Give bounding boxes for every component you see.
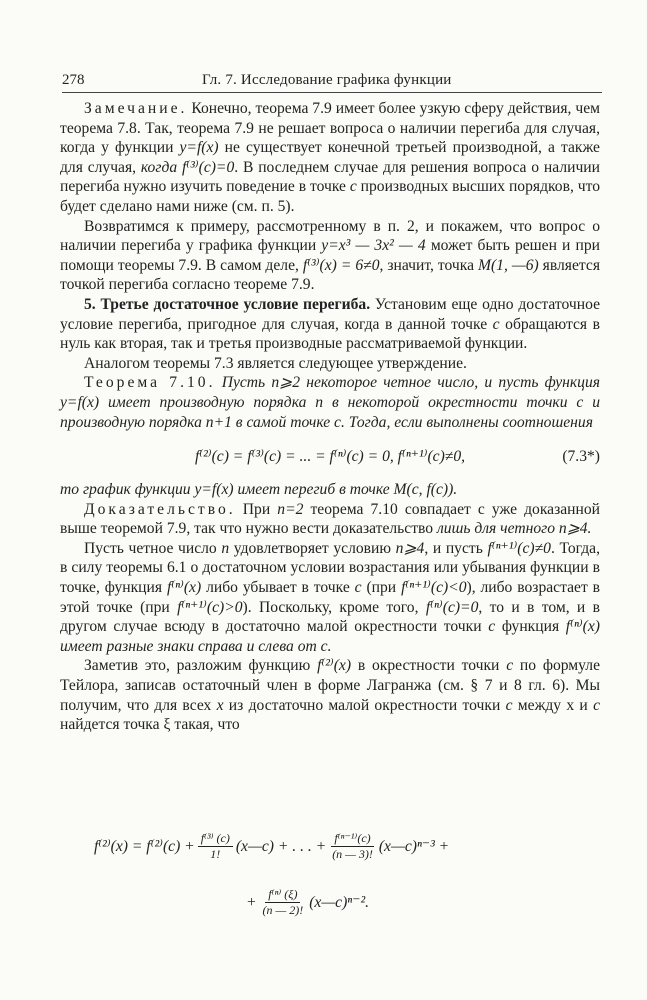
remark-label: Замечание. — [84, 100, 188, 117]
taylor-formula-line-2: + $\frac{\text{f⁽ⁿ⁾ (ξ)}}{(n — 2)!}$ (x—c)ⁿ⁻². — [246, 887, 370, 917]
page-number: 278 — [62, 72, 85, 88]
chapter-title: Гл. 7. Исследование графика функции — [202, 72, 452, 88]
fraction: $\frac{\text{f⁽³⁾ (c)}}{1!}$ — [198, 831, 233, 862]
running-header — [62, 72, 602, 93]
fraction: $\frac{\text{f⁽ⁿ⁾ (ξ)}}{(n — 2)!}$ — [262, 887, 304, 917]
function-expression: y=x³ — 3x² — 4 — [321, 237, 426, 255]
section-heading: 5. Третье достаточное условие перегиба. — [84, 295, 371, 313]
point-expression: M(1, —6) — [477, 256, 539, 274]
page-body — [60, 99, 600, 735]
fraction: $\frac{\text{f⁽ⁿ⁻¹⁾(c)}}{(n — 3)!}$ — [332, 831, 373, 861]
taylor-lhs: f⁽²⁾(x) = f⁽²⁾(c) + — [94, 838, 195, 855]
function-expression: y=f(x) — [179, 139, 219, 157]
taylor-formula-line-1: f⁽²⁾(x) = f⁽²⁾(c) + $\frac{\text{f⁽³⁾ (c)}}{1!}$ (x—c) + . . . + $\frac{\text{f⁽ⁿ⁻¹⁾(c)}}{(n — 3)!}$ (x—c)ⁿ⁻³ + — [94, 831, 450, 861]
even-n-paragraph: Пусть четное число n удовлетворяет условию n⩾4, и пусть f⁽ⁿ⁺¹⁾(c)≠0. Тогда, в силу теоремы 6.1 о достаточном условии возрастания или убывания функции в точке, функция f⁽ⁿ⁾(x) либо убывает в точке c (при f⁽ⁿ⁺¹⁾(c)<0), либо возрастает в этой точке (при f⁽ⁿ⁺¹⁾(c)>0). Поскольку, кроме того, f⁽ⁿ⁾(c)=0, то и в том, и в другом случае всюду в достаточно малой окрестности точки c функция f⁽ⁿ⁾(x) имеет разные знаки справа и слева от c. — [60, 539, 601, 655]
theorem-label: Теорема 7.10. — [84, 374, 216, 392]
theorem-paragraph — [60, 373, 600, 432]
condition-expression: f⁽³⁾(c)=0 — [177, 158, 235, 176]
proof-paragraph: Доказательство. При n=2 теорема 7.10 совпадает с уже доказанной выше теоремой 7.9, так что нужно вести доказательство лишь для четного n⩾4. — [60, 500, 600, 538]
remark-paragraph: Замечание. Конечно, теорема 7.9 имеет более узкую сферу действия, чем теорема 7.8. Так, теорема 7.9 не решает вопроса о наличии перегиба для случая, когда у функции y=f(x) не существует конечной третьей производной, а также для случая, когда f⁽³⁾(c)=0. В последнем случае для решения вопроса о наличии перегиба нужно изучить поведение в точке c производных высших порядков, что будет сделано нами ниже (см. п. 5). — [60, 100, 600, 215]
section-5-paragraph: 5. Третье достаточное условие перегиба. Установим еще одно достаточное условие перегиба, пригодное для случая, когда в данной точке c обращаются в нуль как вторая, так и третья производные рассматриваемой функции. — [60, 295, 600, 353]
theorem-conclusion: то график функции y=f(x) имеет перегиб в точке M(c, f(c)). — [60, 481, 458, 499]
display-formula-7-3 — [60, 440, 600, 474]
theorem-statement: Пусть n⩾2 некоторое четное число, и пусть функция y=f(x) имеет производную порядка n в некоторой окрестности точки c и производную порядка n+1 в самой точке c. Тогда, если выполнены соотношения — [60, 374, 600, 431]
proof-label: Доказательство. — [84, 500, 236, 518]
derivative-expression: f⁽³⁾(x) = 6≠0 — [302, 256, 380, 274]
formula-body: f⁽²⁾(c) = f⁽³⁾(c) = ... = f⁽ⁿ⁾(c) = 0, f⁽ⁿ⁺¹⁾(c)≠0, — [194, 448, 466, 466]
example-paragraph: Возвратимся к примеру, рассмотренному в п. 2, и покажем, что вопрос о наличии перегиба у графика функции y=x³ — 3x² — 4 может быть решен и при помощи теоремы 7.9. В самом деле, f⁽³⁾(x) = 6≠0, значит, точка M(1, —6) является точкой перегиба согласно теореме 7.9. — [60, 217, 600, 294]
analog-paragraph: Аналогом теоремы 7.3 является следующее утверждение. — [84, 354, 467, 372]
taylor-formula — [60, 825, 600, 935]
taylor-paragraph: Заметив это, разложим функцию f⁽²⁾(x) в окрестности точки c по формуле Тейлора, записав остаточный член в форме Лагранжа (см. § 7 и 8 гл. 6). Мы получим, что для всех x из достаточно малой окрестности точки c между x и c найдется точка ξ такая, что — [60, 657, 600, 734]
equation-tag: (7.3*) — [562, 448, 600, 466]
